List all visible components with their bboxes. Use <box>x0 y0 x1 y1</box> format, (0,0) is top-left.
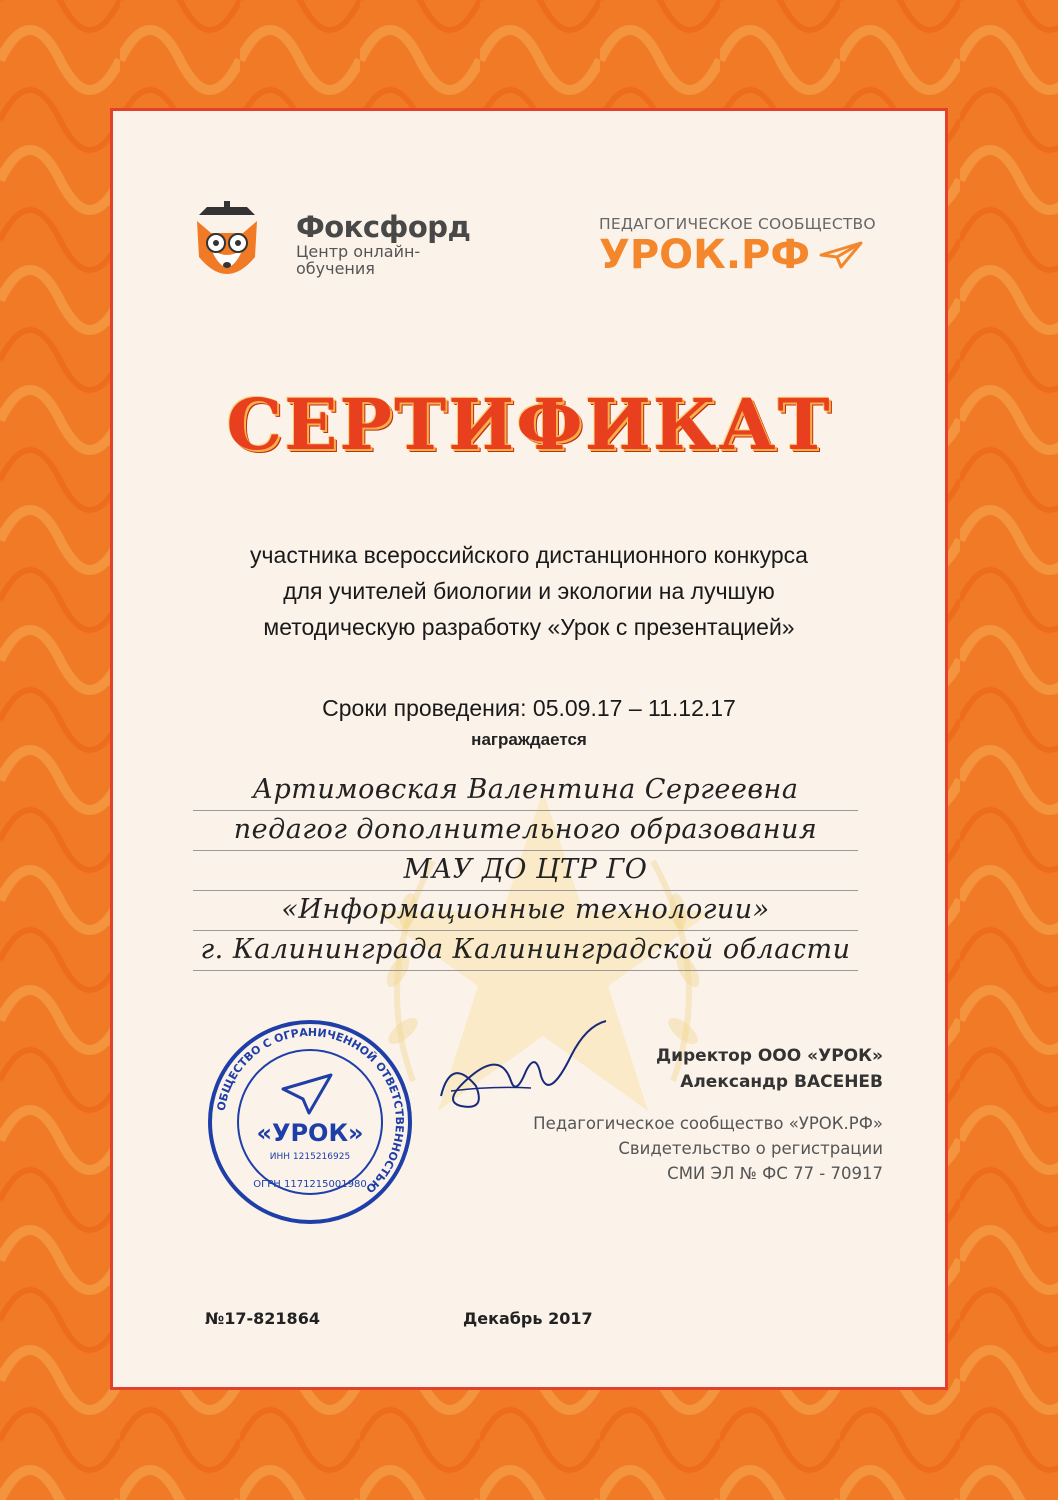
foxford-brand <box>296 211 470 277</box>
recipient-city: г. Калининграда Калининградской области <box>193 931 858 971</box>
foxford-name: Фоксфорд <box>296 210 471 244</box>
registration-line: СМИ ЭЛ № ФС 77 - 70917 <box>667 1164 883 1183</box>
certificate-number: №17-821864 <box>205 1309 320 1328</box>
urok-top-label: ПЕДАГОГИЧЕСКОЕ СООБЩЕСТВО <box>599 215 876 233</box>
contest-dates: Сроки проведения: 05.09.17 – 11.12.17 <box>322 695 736 721</box>
recipient-position: педагог дополнительного образования <box>193 811 858 851</box>
certificate-sheet <box>110 108 948 1390</box>
stamp-center-text: «УРОК» <box>256 1119 364 1147</box>
awarded-label: награждается <box>471 730 587 749</box>
issue-date: Декабрь 2017 <box>463 1309 593 1328</box>
recipient-organization-name: «Информационные технологии» <box>193 891 858 931</box>
registration-line: Свидетельство о регистрации <box>618 1139 883 1158</box>
stamp-inn: ИНН 1215216925 <box>269 1152 351 1162</box>
recipient-name: Артимовская Валентина Сергеевна <box>193 771 858 811</box>
foxford-subtitle: Центр онлайн-обучения <box>296 242 421 278</box>
company-stamp <box>205 1017 415 1227</box>
urok-brand <box>599 215 889 277</box>
description-line: для учителей биологии и экологии на лучшую <box>283 578 775 604</box>
svg-text:ОБЩЕСТВО С ОГРАНИЧЕННОЙ ОТВЕТС: ОБЩЕСТВО С ОГРАНИЧЕННОЙ ОТВЕТСТВЕННОСТЬЮ <box>214 1025 407 1196</box>
stamp-ogrn: ОГРН 1171215001980 <box>253 1179 367 1190</box>
registration-line: Педагогическое сообщество «УРОК.РФ» <box>533 1114 883 1133</box>
paper-plane-icon <box>819 241 863 269</box>
registration-block <box>533 1111 883 1186</box>
contest-description <box>113 537 945 645</box>
certificate-title: СЕРТИФИКАТ <box>226 383 832 466</box>
recipient-block <box>193 771 858 971</box>
urok-main-label: УРОК.РФ <box>599 232 811 278</box>
director-block <box>656 1043 883 1095</box>
foxford-fox-icon <box>191 199 263 291</box>
recipient-organization: МАУ ДО ЦТР ГО <box>193 851 858 891</box>
description-line: участника всероссийского дистанционного конкурса <box>250 542 808 568</box>
description-line: методическую разработку «Урок с презентацией» <box>263 614 795 640</box>
director-signature <box>431 1016 611 1126</box>
director-name: Александр ВАСЕНЕВ <box>680 1072 883 1092</box>
director-title: Директор ООО «УРОК» <box>655 1046 883 1066</box>
